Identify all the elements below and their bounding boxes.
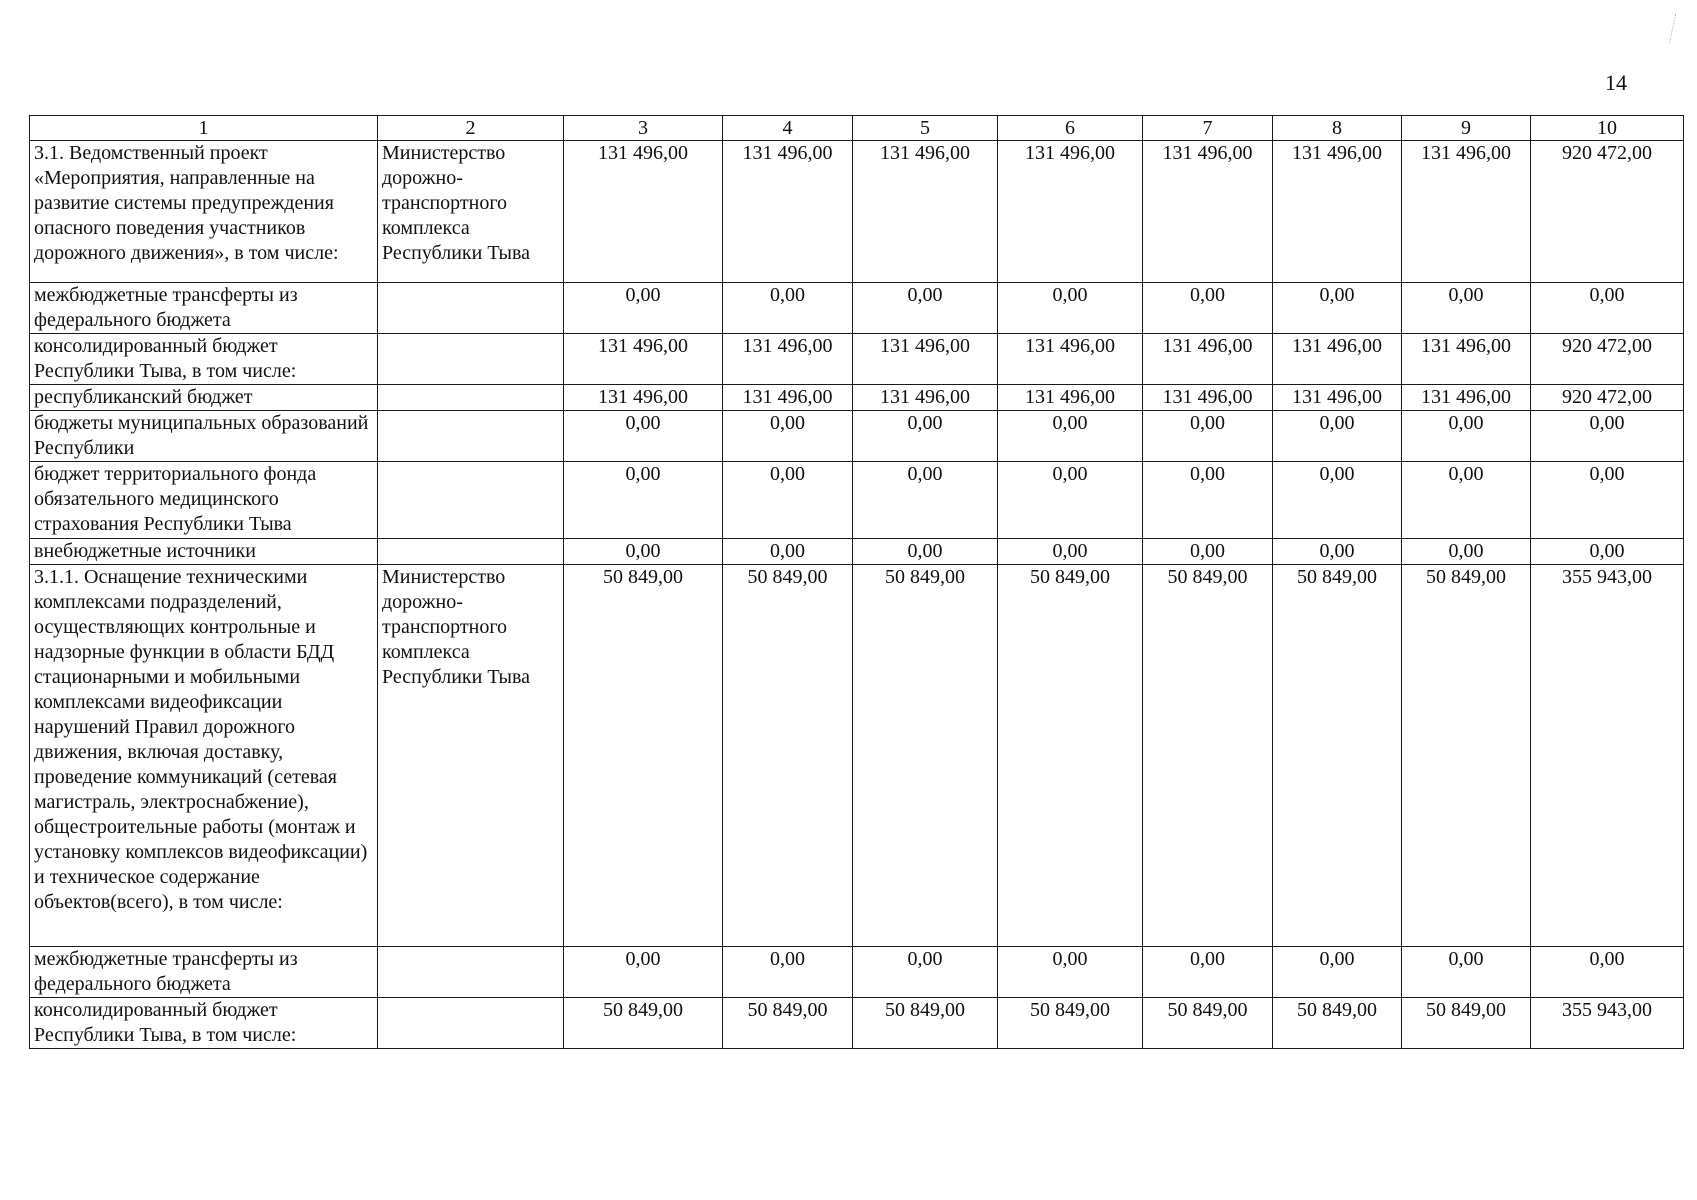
value-cell: 131 496,00 — [853, 385, 998, 411]
value-cell: 131 496,00 — [1273, 385, 1402, 411]
value-cell: 131 496,00 — [998, 334, 1143, 385]
total-cell: 920 472,00 — [1531, 141, 1684, 283]
table-row — [30, 539, 1684, 565]
column-number-3: 3 — [564, 116, 723, 141]
row-description: межбюджетные трансферты из федерального бюджета — [30, 947, 378, 998]
column-number-6: 6 — [998, 116, 1143, 141]
total-cell: 355 943,00 — [1531, 998, 1684, 1049]
column-number-5: 5 — [853, 116, 998, 141]
value-cell: 0,00 — [1402, 462, 1531, 539]
value-cell: 50 849,00 — [853, 565, 998, 947]
value-cell: 131 496,00 — [998, 385, 1143, 411]
value-cell: 131 496,00 — [564, 385, 723, 411]
table-row — [30, 334, 1684, 385]
value-cell: 0,00 — [1402, 947, 1531, 998]
value-cell: 50 849,00 — [1402, 998, 1531, 1049]
value-cell: 0,00 — [853, 947, 998, 998]
row-description: 3.1. Ведомственный проект «Мероприятия, направленные на развитие системы предупреждения опасного поведения участников дорожного движения», в том числе: — [30, 141, 378, 283]
value-cell: 0,00 — [1143, 411, 1273, 462]
row-description: бюджет территориального фонда обязательного медицинского страхования Республики Тыва — [30, 462, 378, 539]
row-responsible — [378, 998, 564, 1049]
value-cell: 131 496,00 — [1273, 334, 1402, 385]
page-number: 14 — [1605, 70, 1627, 95]
value-cell: 0,00 — [1273, 539, 1402, 565]
value-cell: 131 496,00 — [1143, 385, 1273, 411]
column-number-2: 2 — [378, 116, 564, 141]
total-cell: 0,00 — [1531, 283, 1684, 334]
row-description: республиканский бюджет — [30, 385, 378, 411]
value-cell: 50 849,00 — [998, 565, 1143, 947]
value-cell: 50 849,00 — [1273, 565, 1402, 947]
value-cell: 0,00 — [853, 283, 998, 334]
value-cell: 131 496,00 — [1143, 334, 1273, 385]
total-cell: 920 472,00 — [1531, 385, 1684, 411]
column-number-7: 7 — [1143, 116, 1273, 141]
row-responsible — [378, 539, 564, 565]
total-cell: 355 943,00 — [1531, 565, 1684, 947]
value-cell: 50 849,00 — [723, 998, 853, 1049]
value-cell: 0,00 — [853, 539, 998, 565]
value-cell: 0,00 — [564, 947, 723, 998]
row-description: бюджеты муниципальных образований Республики — [30, 411, 378, 462]
value-cell: 50 849,00 — [998, 998, 1143, 1049]
row-description: консолидированный бюджет Республики Тыва, в том числе: — [30, 334, 378, 385]
value-cell: 0,00 — [853, 411, 998, 462]
table-row — [30, 411, 1684, 462]
value-cell: 50 849,00 — [564, 565, 723, 947]
value-cell: 131 496,00 — [853, 334, 998, 385]
row-responsible — [378, 334, 564, 385]
value-cell: 50 849,00 — [723, 565, 853, 947]
value-cell: 0,00 — [1273, 462, 1402, 539]
value-cell: 131 496,00 — [1273, 141, 1402, 283]
value-cell: 131 496,00 — [564, 141, 723, 283]
table-row — [30, 565, 1684, 947]
value-cell: 131 496,00 — [723, 141, 853, 283]
value-cell: 131 496,00 — [998, 141, 1143, 283]
column-number-8: 8 — [1273, 116, 1402, 141]
value-cell: 0,00 — [723, 947, 853, 998]
value-cell: 0,00 — [564, 539, 723, 565]
value-cell: 0,00 — [564, 411, 723, 462]
value-cell: 50 849,00 — [1143, 998, 1273, 1049]
value-cell: 0,00 — [723, 283, 853, 334]
column-number-1: 1 — [30, 116, 378, 141]
table-row — [30, 947, 1684, 998]
value-cell: 131 496,00 — [1402, 385, 1531, 411]
value-cell: 0,00 — [998, 947, 1143, 998]
value-cell: 0,00 — [1273, 947, 1402, 998]
value-cell: 0,00 — [853, 462, 998, 539]
budget-table — [29, 115, 1684, 1049]
table-row — [30, 462, 1684, 539]
table-row — [30, 283, 1684, 334]
value-cell: 0,00 — [1143, 283, 1273, 334]
value-cell: 50 849,00 — [1402, 565, 1531, 947]
row-responsible — [378, 283, 564, 334]
value-cell: 0,00 — [998, 411, 1143, 462]
value-cell: 0,00 — [564, 283, 723, 334]
value-cell: 0,00 — [1273, 411, 1402, 462]
value-cell: 0,00 — [723, 539, 853, 565]
value-cell: 50 849,00 — [564, 998, 723, 1049]
row-description: межбюджетные трансферты из федерального бюджета — [30, 283, 378, 334]
row-responsible — [378, 385, 564, 411]
total-cell: 0,00 — [1531, 462, 1684, 539]
row-responsible — [378, 947, 564, 998]
value-cell: 131 496,00 — [1402, 334, 1531, 385]
total-cell: 0,00 — [1531, 411, 1684, 462]
table-row — [30, 998, 1684, 1049]
row-description: консолидированный бюджет Республики Тыва, в том числе: — [30, 998, 378, 1049]
value-cell: 0,00 — [1143, 539, 1273, 565]
row-responsible: Министерство дорожно-транспортного комплекса Республики Тыва — [378, 141, 564, 283]
value-cell: 0,00 — [1402, 283, 1531, 334]
value-cell: 0,00 — [998, 462, 1143, 539]
value-cell: 50 849,00 — [853, 998, 998, 1049]
row-description: внебюджетные источники — [30, 539, 378, 565]
value-cell: 131 496,00 — [1143, 141, 1273, 283]
value-cell: 0,00 — [564, 462, 723, 539]
total-cell: 0,00 — [1531, 947, 1684, 998]
table-header-row — [30, 116, 1684, 141]
value-cell: 131 496,00 — [853, 141, 998, 283]
column-number-4: 4 — [723, 116, 853, 141]
value-cell: 131 496,00 — [723, 385, 853, 411]
total-cell: 0,00 — [1531, 539, 1684, 565]
table-row — [30, 385, 1684, 411]
row-responsible — [378, 462, 564, 539]
value-cell: 0,00 — [1402, 539, 1531, 565]
scan-artifact — [1669, 14, 1690, 44]
row-description: 3.1.1. Оснащение техническими комплексами подразделений, осуществляющих контрольные и надзорные функции в области БДД стационарными и мобильными комплексами видеофиксации нарушений Правил дорожного движения, включая доставку, проведение коммуникаций (сетевая магистраль, электроснабжение), общестроительные работы (монтаж и установку комплексов видеофиксации) и техническое содержание объектов(всего), в том числе: — [30, 565, 378, 947]
row-responsible: Министерство дорожно-транспортного комплекса Республики Тыва — [378, 565, 564, 947]
value-cell: 50 849,00 — [1273, 998, 1402, 1049]
value-cell: 0,00 — [723, 462, 853, 539]
value-cell: 131 496,00 — [723, 334, 853, 385]
row-responsible — [378, 411, 564, 462]
value-cell: 0,00 — [998, 539, 1143, 565]
value-cell: 0,00 — [1143, 462, 1273, 539]
column-number-10: 10 — [1531, 116, 1684, 141]
value-cell: 0,00 — [1402, 411, 1531, 462]
value-cell: 0,00 — [1273, 283, 1402, 334]
value-cell: 0,00 — [1143, 947, 1273, 998]
value-cell: 0,00 — [723, 411, 853, 462]
value-cell: 131 496,00 — [564, 334, 723, 385]
table-row — [30, 141, 1684, 283]
column-number-9: 9 — [1402, 116, 1531, 141]
value-cell: 131 496,00 — [1402, 141, 1531, 283]
total-cell: 920 472,00 — [1531, 334, 1684, 385]
value-cell: 50 849,00 — [1143, 565, 1273, 947]
value-cell: 0,00 — [998, 283, 1143, 334]
